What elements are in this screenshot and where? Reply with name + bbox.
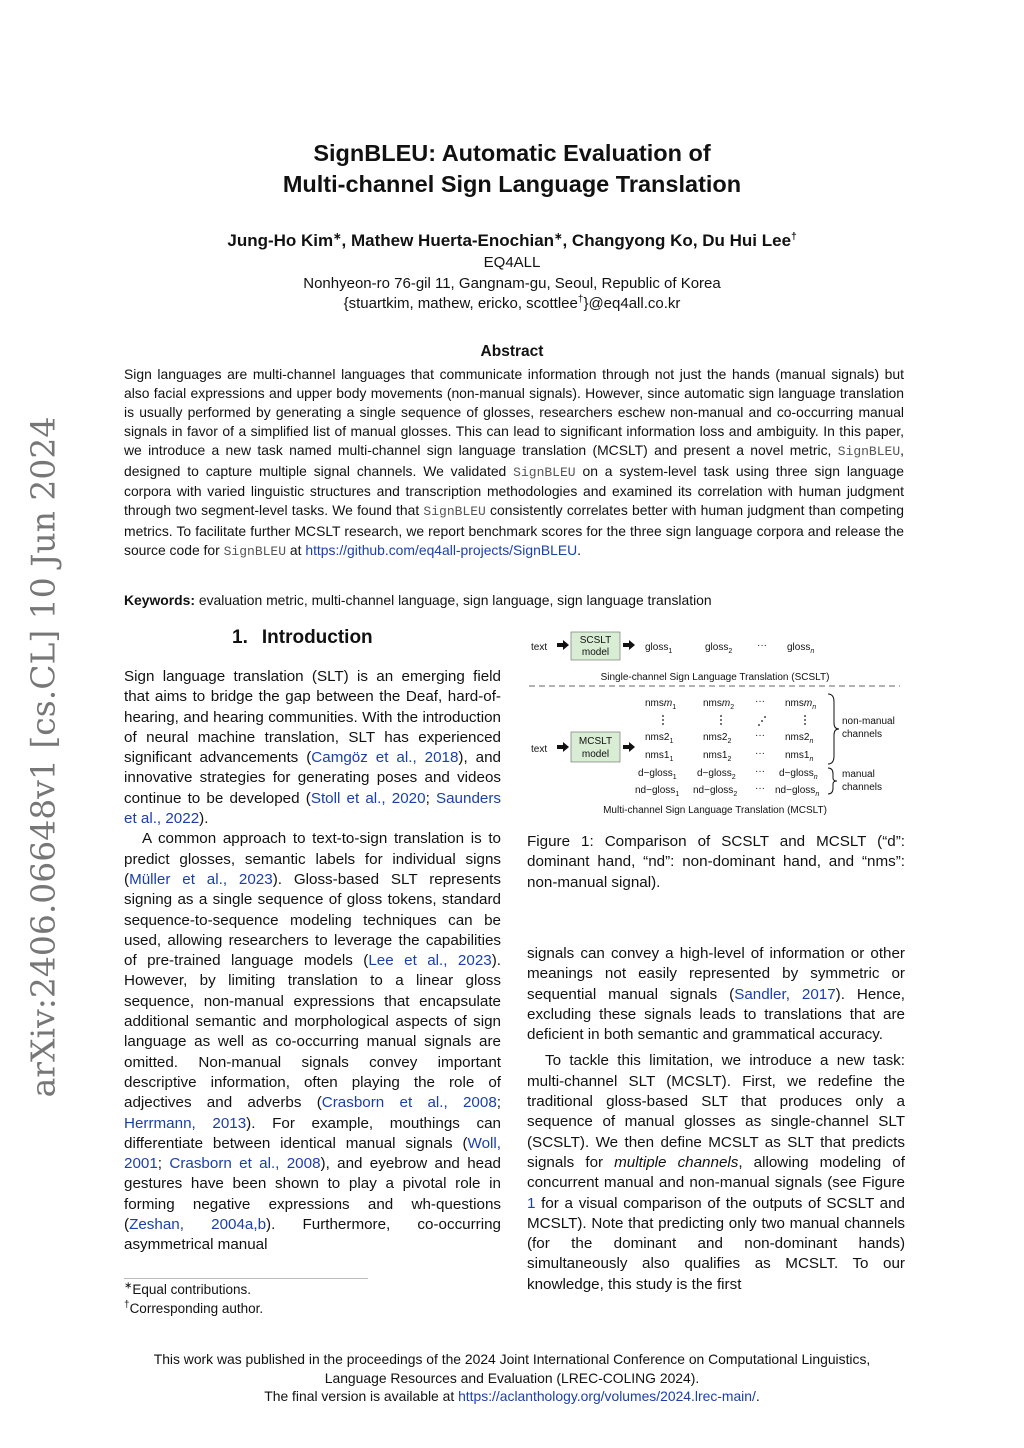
author-2: Mathew Huerta-Enochian xyxy=(350,231,555,250)
scslt-input-label: text xyxy=(531,642,548,653)
dots: ··· xyxy=(755,696,765,707)
text: for a visual comparison of the outputs of SCSLT and MCSLT). Note that predicting only two manual channels (for the dominant and non-dominant hands) simultaneously also qualifies as MCSLT. To our knowledge, this study is the first xyxy=(527,1194,905,1293)
paragraph xyxy=(124,667,501,829)
emphasis: multiple channels xyxy=(614,1153,739,1171)
title-line-1: SignBLEU: Automatic Evaluation of xyxy=(313,140,711,166)
dots: ··· xyxy=(755,748,765,759)
arrow-right-icon xyxy=(557,640,569,650)
abstract-text: Sign languages are multi-channel languages that communicate information through not just the hands (manual signals) but also facial expressions and upper body movements (non-manual signals). However, since automatic sign language translation is usually performed by generating a single sequence of glosses, researchers eschew non-manual and co-occurring manual signals in favor of a simplified list of manual glosses. This can lead to significant information loss and ambiguity. In this paper, we introduce a new task named multi-channel sign language translation (MCSLT) and present a novel metric, xyxy=(124,366,904,458)
text: ; xyxy=(496,1094,501,1112)
manual-brace xyxy=(828,768,837,794)
scslt-caption: Single-channel Sign Language Translation (SCSLT) xyxy=(600,672,830,683)
right-column xyxy=(527,944,905,1295)
scslt-gloss-2: gloss$_2$ xyxy=(705,642,733,655)
abstract-text: on a system-level task using three sign language corpora with varied linguistic structures and transcription methodologies and examined its correlation with human judgment through two segment-level tasks. We found that xyxy=(124,462,904,519)
vertical-ellipsis-icon xyxy=(662,715,806,726)
footnote-mark: † xyxy=(124,1299,130,1311)
abstract-text: . xyxy=(577,542,581,559)
abstract-heading: Abstract xyxy=(480,343,544,360)
footer-line: This work was published in the proceedings of the 2024 Joint International Conference on Computational Linguistics, xyxy=(153,1351,871,1367)
text: , allowing modeling of concurrent manual and non-manual signals (see Figure xyxy=(527,1153,905,1192)
scslt-model-label: model xyxy=(581,647,610,658)
text: A common approach to text-to-sign translation is to predict glosses, semantic labels for individual signs ( xyxy=(124,830,501,888)
nms-m-n: nmsm$_n$ xyxy=(785,698,817,711)
affiliation-org: EQ4ALL xyxy=(483,254,541,271)
section-number: 1. xyxy=(232,627,248,648)
text: Sign language translation (SLT) is an emerging field that aims to bridge the gap between the Deaf, hard-of-hearing, and hearing communities. With the introduction of neural machine translation, SLT has experienced significant advancements ( xyxy=(124,668,501,767)
citation-link[interactable]: Stoll et al., 2020 xyxy=(310,789,426,807)
abstract-text: at xyxy=(286,542,306,559)
non-manual-label: channels xyxy=(842,729,883,740)
citation-link[interactable]: Sandler, 2017 xyxy=(734,985,836,1003)
citation-link[interactable]: Saunders et al., 2022 xyxy=(124,789,501,828)
citation-link[interactable]: Müller et al., 2023 xyxy=(129,870,273,888)
nms2-2: $nms2_2$ xyxy=(703,732,732,745)
email-text: {stuartkim, mathew, ericko, scottlee xyxy=(343,295,578,312)
text: ). xyxy=(199,810,209,828)
arrow-right-icon xyxy=(557,742,569,752)
signbleu-term: SignBLEU xyxy=(837,443,901,459)
mcslt-caption: Multi-channel Sign Language Translation (MCSLT) xyxy=(603,805,827,816)
title-line-2: Multi-channel Sign Language Translation xyxy=(282,171,742,197)
acl-anthology-link[interactable]: https://aclanthology.org/volumes/2024.lrec-main/ xyxy=(458,1388,756,1404)
citation-link[interactable]: Crasborn et al., 2008 xyxy=(321,1094,497,1112)
author-list: Jung-Ho Kim∗, Mathew Huerta-Enochian∗, Changyong Ko, Du Hui Lee† xyxy=(227,231,797,250)
footnote-divider xyxy=(124,1278,368,1279)
ndgloss-2: nd−gloss$_2$ xyxy=(693,785,738,798)
github-link[interactable]: https://github.com/eq4all-projects/SignBLEU xyxy=(305,542,578,559)
keywords-text: evaluation metric, multi-channel language, sign language, sign language translation xyxy=(195,592,712,608)
author-1: Jung-Ho Kim xyxy=(227,231,334,250)
ndgloss-n: nd−gloss$_n$ xyxy=(775,785,820,798)
section-title: Introduction xyxy=(261,627,373,648)
mcslt-model-label: MCSLT xyxy=(578,736,613,747)
dots: ··· xyxy=(755,730,765,741)
nms-m-2: nmsm$_2$ xyxy=(703,698,735,711)
dgloss-1: d−gloss$_1$ xyxy=(638,768,677,781)
signbleu-term: SignBLEU xyxy=(223,544,287,560)
email-domain: }@eq4all.co.kr xyxy=(583,295,681,312)
dgloss-2: d−gloss$_2$ xyxy=(697,768,736,781)
footer-line: Language Resources and Evaluation (LREC-COLING 2024). xyxy=(324,1369,700,1386)
citation-link[interactable]: Woll, 2001 xyxy=(124,1134,501,1173)
author-1-mark: ∗ xyxy=(333,231,342,243)
footer-line xyxy=(0,1387,1024,1406)
text: ). Furthermore, co-occurring asymmetrical manual xyxy=(124,1216,501,1254)
nms1-n: $nms1_n$ xyxy=(785,750,814,763)
signbleu-term: SignBLEU xyxy=(423,504,486,520)
text: . xyxy=(755,1388,760,1404)
paragraph xyxy=(527,1051,905,1295)
figure-ref-link[interactable]: 1 xyxy=(527,1194,536,1212)
scslt-model-label: SCSLT xyxy=(579,635,612,646)
left-column xyxy=(124,667,501,1256)
citation-link[interactable]: Herrmann, 2013 xyxy=(124,1114,247,1132)
signbleu-term: SignBLEU xyxy=(513,464,576,480)
figure-1-diagram xyxy=(525,628,910,818)
scslt-gloss-1: gloss$_1$ xyxy=(645,642,673,655)
text: ), and eyebrow and head gestures have been shown to play a pivotal role in forming negative expressions and wh-questions ( xyxy=(124,1155,501,1234)
dgloss-n: d−gloss$_n$ xyxy=(779,768,818,781)
paper-title xyxy=(0,138,1024,200)
abstract-body xyxy=(124,365,904,562)
abstract-text: , designed to capture multiple signal channels. We validated xyxy=(124,441,904,479)
text: To tackle this limitation, we introduce a new task: multi-channel SLT (MCSLT). First, we redefine the traditional gloss-based SLT that produces only a sequence of manual glosses as single-channel SLT (SCSLT). We then define MCSLT as SLT that predicts signals for xyxy=(527,1052,905,1171)
dots: ··· xyxy=(755,783,765,794)
author-3: Changyong Ko xyxy=(571,231,693,250)
footnote-1 xyxy=(124,1282,251,1297)
text: The final version is available at xyxy=(264,1388,459,1404)
paragraph xyxy=(527,944,905,1045)
text: ; xyxy=(157,1155,170,1173)
dots: ··· xyxy=(755,766,765,777)
text: ). However, by limiting translation to a linear gloss sequence, non-manual expressions that encapsulate additional semantic and morphological aspects of sign language as well as co-occurring manual signals are omitted. Non-manual signals convey important descriptive information, often playing the role of adjectives and adverbs ( xyxy=(124,952,501,1112)
author-4-mark: † xyxy=(791,231,797,243)
manual-label: manual xyxy=(842,769,875,780)
nms2-1: $nms2_1$ xyxy=(645,732,674,745)
text: ), and innovative strategies for generating poses and videos continue to be developed ( xyxy=(124,749,501,807)
arxiv-stamp xyxy=(18,416,68,1098)
figure-1-caption: Figure 1: Comparison of SCSLT and MCSLT (“d”: dominant hand, “nd”: non-dominant hand, and “nms”: non-manual signal). xyxy=(527,833,905,891)
non-manual-label: non-manual xyxy=(842,716,895,727)
manual-label: channels xyxy=(842,782,883,793)
citation-link[interactable]: Camgöz et al., 2018 xyxy=(311,749,459,767)
footnote-mark: ∗ xyxy=(124,1280,133,1292)
text: ). For example, mouthings can differentiate between identical manual signals ( xyxy=(124,1114,501,1152)
affiliation-address: Nonhyeon-ro 76-gil 11, Gangnam-gu, Seoul, Republic of Korea xyxy=(303,275,721,292)
citation-link[interactable]: Zeshan, 2004a,b xyxy=(129,1216,267,1234)
abstract-text: consistently correlates better with human judgment than competing metrics. To facilitate further MCSLT research, we report benchmark scores for the three sign language corpora and release the source code for xyxy=(124,502,904,559)
keywords-label: Keywords: xyxy=(124,592,196,608)
affiliation-email xyxy=(0,295,1024,312)
mcslt-model-label: model xyxy=(581,749,610,760)
footnote-text: Corresponding author. xyxy=(129,1301,264,1316)
arrow-right-icon xyxy=(623,742,635,752)
author-4: Du Hui Lee xyxy=(702,231,792,250)
section-heading xyxy=(232,627,387,649)
mcslt-input-label: text xyxy=(531,744,548,755)
arxiv-id: arXiv:2406.06648v1 [cs.CL] 10 Jun 2024 xyxy=(23,416,63,1098)
dots: ··· xyxy=(757,640,767,651)
citation-link[interactable]: Crasborn et al., 2008 xyxy=(169,1155,321,1173)
text: signals can convey a high-level of information or other meanings not easily represented by symmetric or sequential manual signals ( xyxy=(527,945,905,1003)
figure-1 xyxy=(525,628,910,818)
author-2-mark: ∗ xyxy=(554,231,563,243)
nms-m-1: nmsm$_1$ xyxy=(645,698,677,711)
footnote-text: Equal contributions. xyxy=(132,1282,251,1297)
nms2-n: $nms2_n$ xyxy=(785,732,814,745)
footer-note xyxy=(0,1350,1024,1406)
nms1-2: $nms1_2$ xyxy=(703,750,732,763)
non-manual-brace xyxy=(828,694,839,764)
nms1-1: $nms1_1$ xyxy=(645,750,674,763)
paragraph xyxy=(124,829,501,1255)
email-mark: † xyxy=(577,294,584,305)
text: ; xyxy=(425,789,436,807)
scslt-gloss-n: gloss$_n$ xyxy=(787,642,815,655)
text: ). Hence, excluding these signals leads to translations that are deficient in both semantic and grammatical accuracy. xyxy=(527,985,905,1044)
footnote-2 xyxy=(124,1301,263,1316)
ndgloss-1: nd−gloss$_1$ xyxy=(635,785,680,798)
text: ). Gloss-based SLT represents signing as a single sequence of gloss tokens, standard sequence-to-sequence modeling techniques can be used, allowing researchers to leverage the capabilities of pre-trained language models ( xyxy=(124,870,501,970)
citation-link[interactable]: Lee et al., 2023 xyxy=(368,952,492,970)
arrow-right-icon xyxy=(623,640,635,650)
keywords xyxy=(124,592,904,608)
